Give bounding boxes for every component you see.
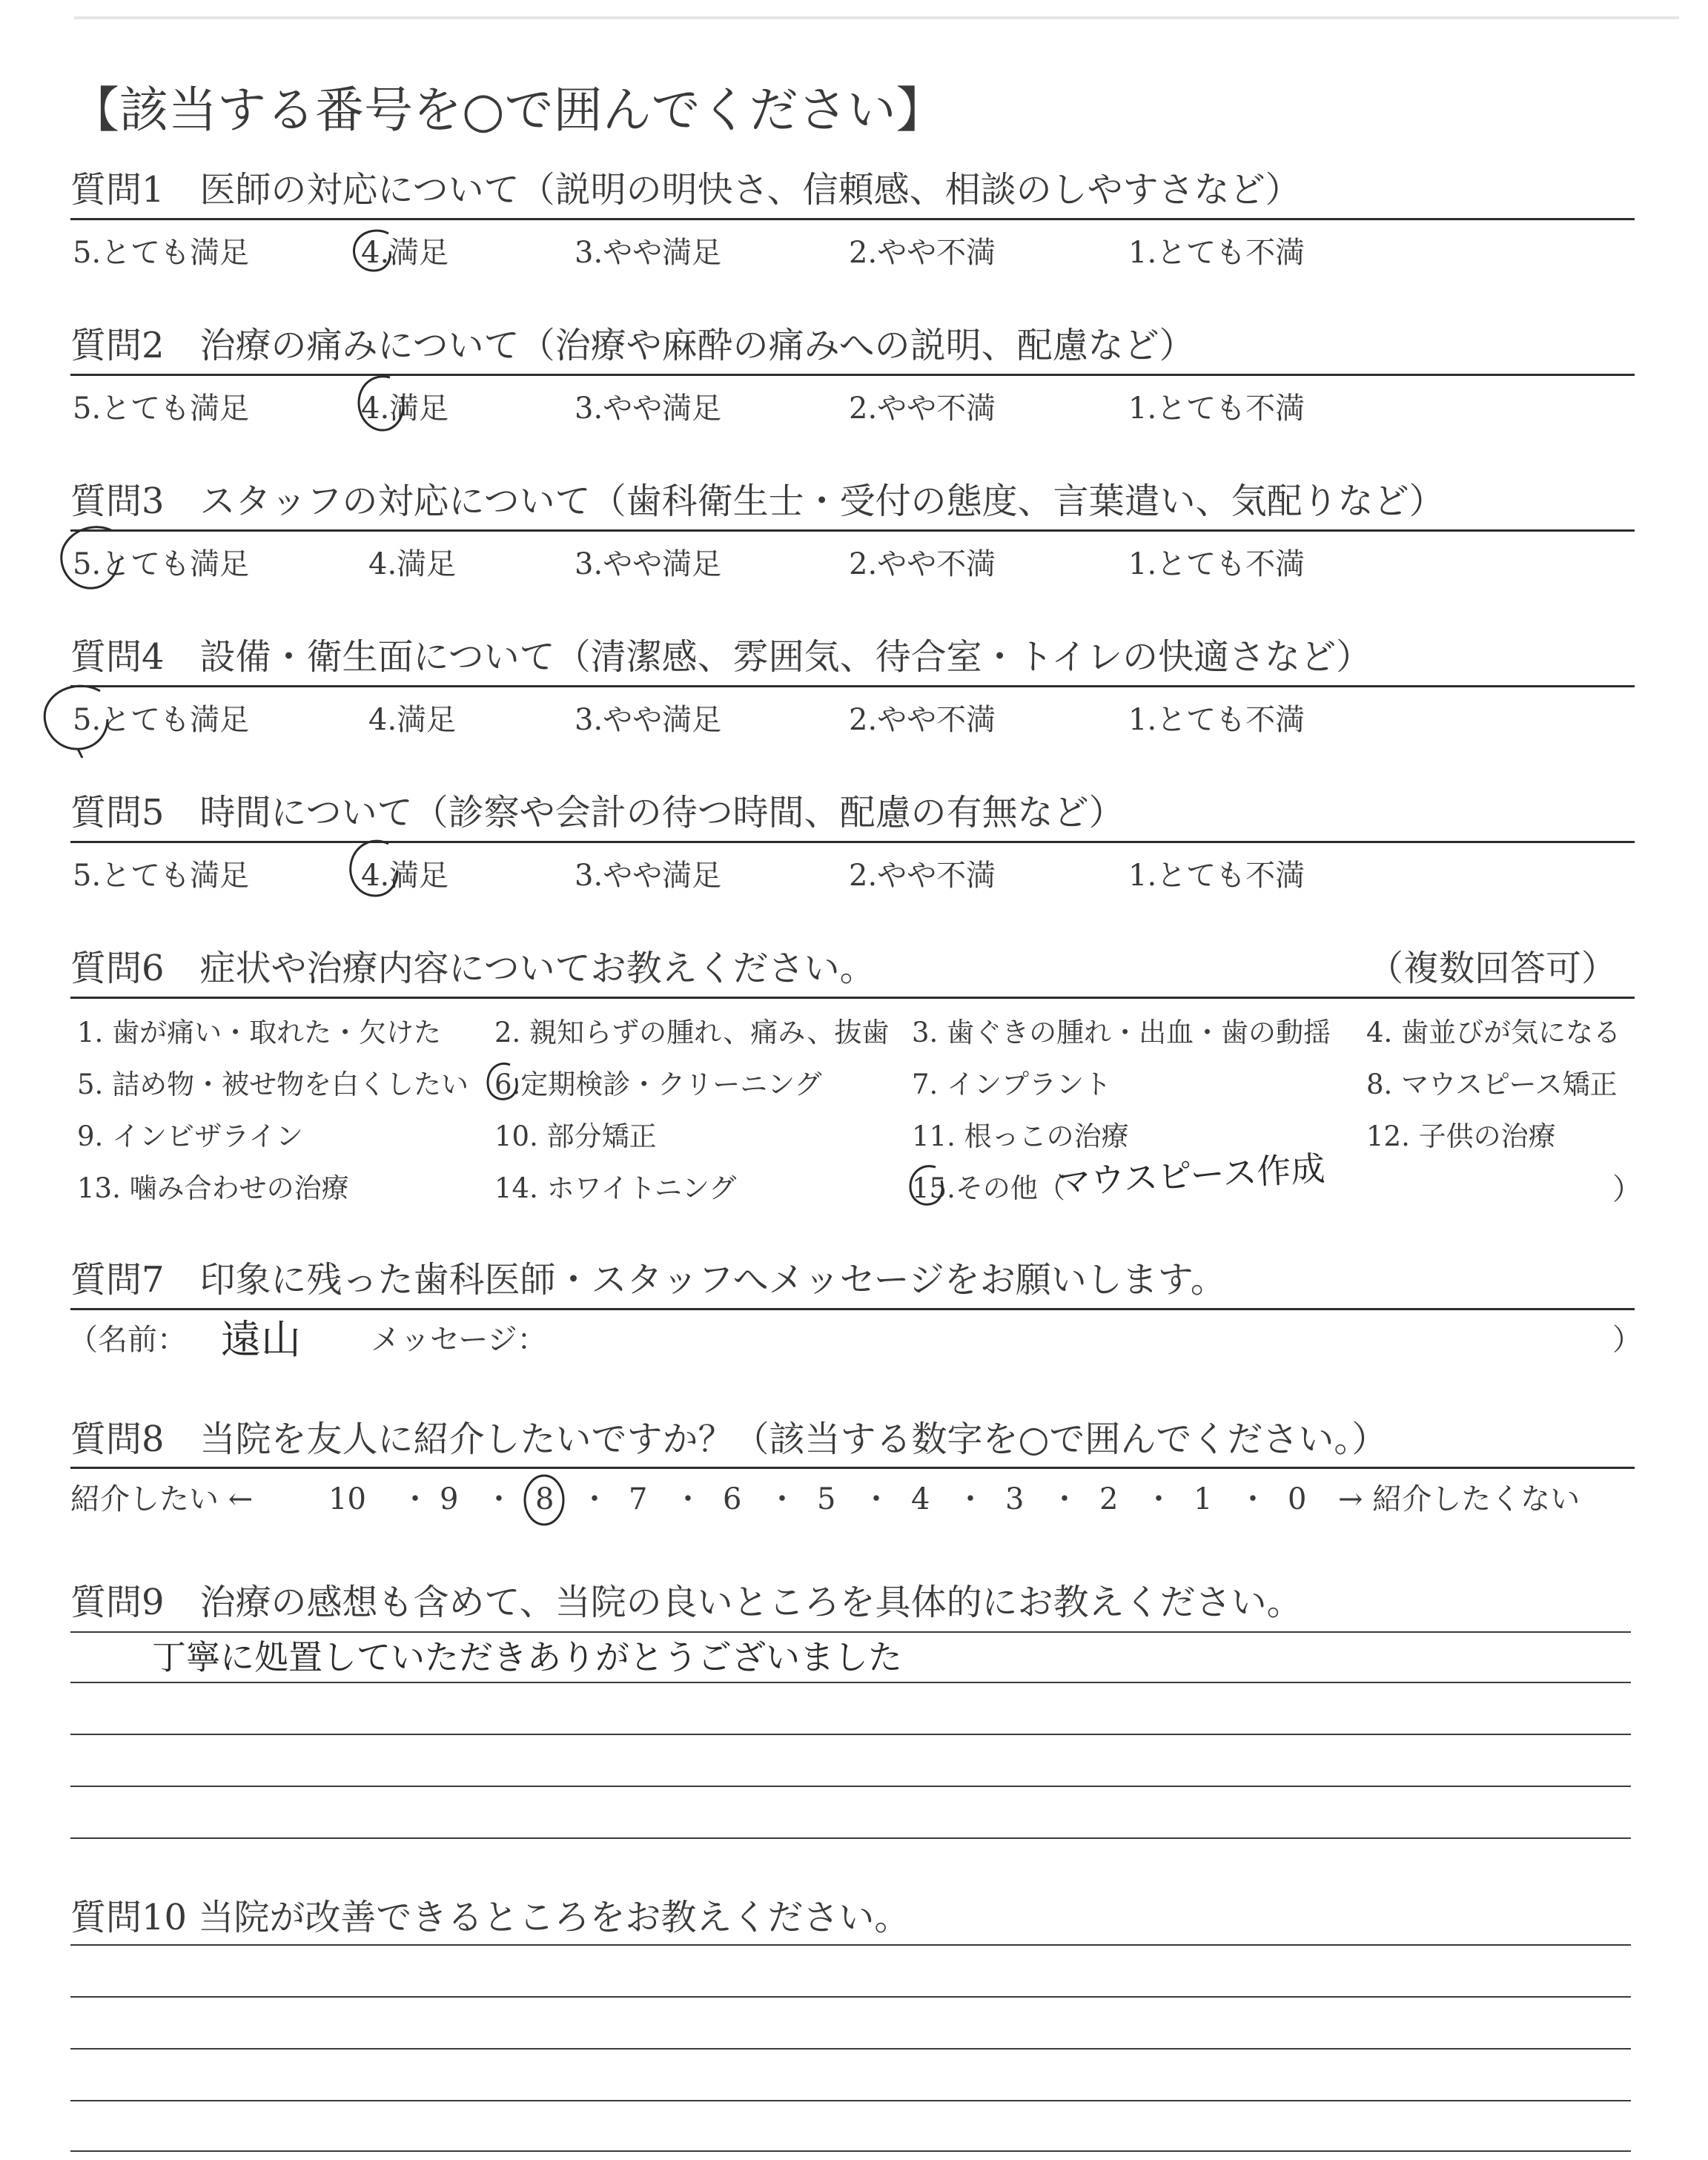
q8-separator: ・ xyxy=(1144,1482,1174,1516)
q6-other-handwritten: マウスピース作成 xyxy=(1055,1148,1326,1203)
q4-rule xyxy=(70,685,1635,687)
q1-option-5[interactable]: 5.とても満足 xyxy=(73,236,250,270)
q6-option-6[interactable]: 6.定期検診・クリーニング xyxy=(494,1069,822,1100)
q5-option-1[interactable]: 1.とても不満 xyxy=(1128,859,1305,893)
q3-rule xyxy=(70,529,1635,532)
q5-option-2[interactable]: 2.やや不満 xyxy=(849,859,996,893)
q9-answer-handwritten: 丁寧に処置していただきありがとうございました xyxy=(152,1637,902,1677)
q8-separator: ・ xyxy=(673,1482,703,1516)
q8-scale-9[interactable]: 9 xyxy=(440,1482,459,1516)
q7-close-paren: ） xyxy=(1612,1323,1642,1357)
q5-option-3[interactable]: 3.やや満足 xyxy=(575,859,722,893)
q10-answer-line xyxy=(70,2048,1631,2050)
q8-scale-7[interactable]: 7 xyxy=(629,1482,648,1516)
q6-option-4[interactable]: 4. 歯並びが気になる xyxy=(1366,1017,1621,1048)
q9-answer-line xyxy=(70,1837,1631,1839)
q6-rule xyxy=(70,997,1635,999)
q6-option-8[interactable]: 8. マウスピース矯正 xyxy=(1366,1069,1618,1100)
q5-rule xyxy=(70,841,1635,843)
q4-option-5[interactable]: 5.とても満足 xyxy=(73,703,250,737)
q4-option-1[interactable]: 1.とても不満 xyxy=(1128,703,1305,737)
q6-other-close-paren: ） xyxy=(1612,1172,1642,1206)
q6-multiple-answers-note: （複数回答可） xyxy=(1368,948,1618,989)
q10-heading: 質問10 当院が改善できるところをお教えください。 xyxy=(70,1897,910,1938)
q9-answer-line xyxy=(70,1734,1631,1735)
q2-option-3[interactable]: 3.やや満足 xyxy=(575,392,722,426)
q8-separator: ・ xyxy=(580,1482,609,1516)
q10-answer-line xyxy=(70,2100,1631,2101)
q3-heading: 質問3 スタッフの対応について（歯科衛生士・受付の態度、言葉遣い、気配りなど） xyxy=(70,480,1445,522)
q1-option-3[interactable]: 3.やや満足 xyxy=(575,236,722,270)
q7-rule xyxy=(70,1308,1635,1310)
q6-option-12[interactable]: 12. 子供の治療 xyxy=(1366,1120,1556,1152)
q4-heading: 質問4 設備・衛生面について（清潔感、雰囲気、待合室・トイレの快適さなど） xyxy=(70,636,1372,678)
q8-scale-4[interactable]: 4 xyxy=(911,1482,930,1516)
q8-separator: ・ xyxy=(861,1482,891,1516)
page-title: 【該当する番号を○で囲んでください】 xyxy=(70,82,945,139)
q9-answer-line xyxy=(70,1786,1631,1787)
q6-option-7[interactable]: 7. インプラント xyxy=(912,1069,1112,1100)
q7-message-label: メッセージ： xyxy=(371,1323,547,1357)
q6-option-15[interactable]: 15.その他（ xyxy=(912,1172,1065,1204)
q6-option-9[interactable]: 9. インビザライン xyxy=(77,1120,303,1152)
q2-heading: 質問2 治療の痛みについて（治療や麻酔の痛みへの説明、配慮など） xyxy=(70,325,1195,366)
q8-right-label: → 紹介したくない xyxy=(1338,1482,1580,1516)
q1-option-1[interactable]: 1.とても不満 xyxy=(1128,236,1305,270)
q1-rule xyxy=(70,218,1635,220)
q6-option-1[interactable]: 1. 歯が痛い・取れた・欠けた xyxy=(77,1017,442,1048)
q8-scale-2[interactable]: 2 xyxy=(1099,1482,1119,1516)
q3-option-1[interactable]: 1.とても不満 xyxy=(1128,547,1305,581)
q1-option-4[interactable]: 4.満足 xyxy=(361,236,449,270)
q7-name-handwritten: 遠山 xyxy=(221,1316,301,1363)
q1-heading: 質問1 医師の対応について（説明の明快さ、信頼感、相談のしやすさなど） xyxy=(70,169,1301,211)
q3-option-5[interactable]: 5.とても満足 xyxy=(73,547,250,581)
q10-answer-line xyxy=(70,1944,1631,1946)
q8-scale-5[interactable]: 5 xyxy=(817,1482,836,1516)
q9-answer-line xyxy=(70,1631,1631,1633)
q8-scale-6[interactable]: 6 xyxy=(723,1482,742,1516)
q6-option-13[interactable]: 13. 噛み合わせの治療 xyxy=(77,1172,349,1204)
q4-option-4[interactable]: 4.満足 xyxy=(368,703,457,737)
q6-heading: 質問6 症状や治療内容についてお教えください。 xyxy=(70,948,875,989)
q6-option-10[interactable]: 10. 部分矯正 xyxy=(494,1120,657,1152)
q8-scale-0[interactable]: 0 xyxy=(1288,1482,1307,1516)
q6-option-14[interactable]: 14. ホワイトニング xyxy=(494,1172,737,1204)
q8-scale-10[interactable]: 10 xyxy=(328,1482,366,1516)
q6-option-5[interactable]: 5. 詰め物・被せ物を白くしたい xyxy=(77,1069,469,1100)
q3-option-3[interactable]: 3.やや満足 xyxy=(575,547,722,581)
q8-separator: ・ xyxy=(767,1482,797,1516)
q4-option-3[interactable]: 3.やや満足 xyxy=(575,703,722,737)
q2-option-1[interactable]: 1.とても不満 xyxy=(1128,392,1305,426)
q5-option-5[interactable]: 5.とても満足 xyxy=(73,859,250,893)
q10-answer-line xyxy=(70,2150,1631,2152)
q8-scale-8[interactable]: 8 xyxy=(535,1482,555,1516)
q2-option-4[interactable]: 4.満足 xyxy=(361,392,449,426)
q4-option-2[interactable]: 2.やや不満 xyxy=(849,703,996,737)
q9-answer-line xyxy=(70,1682,1631,1683)
q8-separator: ・ xyxy=(956,1482,985,1516)
q2-option-2[interactable]: 2.やや不満 xyxy=(849,392,996,426)
q10-answer-line xyxy=(70,1996,1631,1998)
q2-rule xyxy=(70,374,1635,376)
q6-option-2[interactable]: 2. 親知らずの腫れ、痛み、抜歯 xyxy=(494,1017,890,1048)
q6-option-11[interactable]: 11. 根っこの治療 xyxy=(912,1120,1129,1152)
q2-option-5[interactable]: 5.とても満足 xyxy=(73,392,250,426)
q7-name-label: （名前： xyxy=(68,1323,187,1357)
q3-option-4[interactable]: 4.満足 xyxy=(368,547,457,581)
q8-left-label: 紹介したい ← xyxy=(70,1482,254,1516)
q6-option-3[interactable]: 3. 歯ぐきの腫れ・出血・歯の動揺 xyxy=(912,1017,1331,1048)
q8-scale-1[interactable]: 1 xyxy=(1194,1482,1213,1516)
q8-scale-3[interactable]: 3 xyxy=(1005,1482,1025,1516)
q9-heading: 質問9 治療の感想も含めて、当院の良いところを具体的にお教えください。 xyxy=(70,1582,1302,1623)
q8-separator: ・ xyxy=(1050,1482,1079,1516)
top-divider xyxy=(74,16,1679,19)
q3-option-2[interactable]: 2.やや不満 xyxy=(849,547,996,581)
q8-separator: ・ xyxy=(484,1482,514,1516)
q1-option-2[interactable]: 2.やや不満 xyxy=(849,236,996,270)
q8-rule xyxy=(70,1467,1635,1469)
q8-heading: 質問8 当院を友人に紹介したいですか？（該当する数字を○で囲んでください。） xyxy=(70,1418,1388,1460)
q8-separator: ・ xyxy=(1238,1482,1268,1516)
q7-heading: 質問7 印象に残った歯科医師・スタッフへメッセージをお願いします。 xyxy=(70,1259,1226,1301)
q5-option-4[interactable]: 4.満足 xyxy=(361,859,449,893)
q8-separator: ・ xyxy=(400,1482,430,1516)
q5-heading: 質問5 時間について（診察や会計の待つ時間、配慮の有無など） xyxy=(70,792,1125,833)
